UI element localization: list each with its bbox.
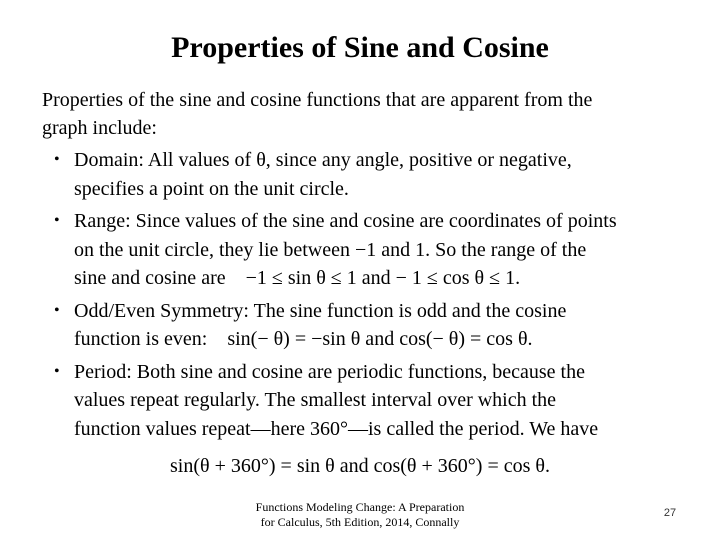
properties-list xyxy=(48,146,688,447)
footer-citation xyxy=(220,500,500,530)
intro-paragraph xyxy=(42,86,682,142)
period-equation: sin(θ + 360°) = sin θ and cos(θ + 360°) = cos θ. xyxy=(170,455,550,477)
intro-line-1: Properties of the sine and cosine functions that are apparent from the xyxy=(42,89,593,111)
domain-line-2: specifies a point on the unit circle. xyxy=(74,177,349,200)
range-inequality: −1 ≤ sin θ ≤ 1 and − 1 ≤ cos θ ≤ 1. xyxy=(245,267,521,289)
intro-line-2: graph include: xyxy=(42,117,157,139)
footer-line-1: Functions Modeling Change: A Preparation xyxy=(255,500,465,514)
range-line-3-text: sine and cosine are xyxy=(74,267,226,289)
range-line-1: Range: Since values of the sine and cosine are coordinates of points xyxy=(74,210,617,232)
domain-line-1: Domain: All values of θ, since any angle, positive or negative, xyxy=(74,149,572,171)
range-line-2: on the unit circle, they lie between −1 and 1. So the range of the xyxy=(74,238,587,261)
symmetry-equation: sin(− θ) = −sin θ and cos(− θ) = cos θ. xyxy=(227,328,533,350)
bullet-icon: • xyxy=(54,301,60,319)
symmetry-line-2 xyxy=(74,325,688,354)
symmetry-line-2-text: function is even: xyxy=(74,328,208,350)
list-item-range xyxy=(48,207,688,293)
period-line-1: Period: Both sine and cosine are periodic functions, because the xyxy=(74,360,585,383)
footer-line-2: for Calculus, 5th Edition, 2014, Connally xyxy=(260,515,460,529)
bullet-icon: • xyxy=(54,151,60,168)
period-line-2: values repeat regularly. The smallest interval over which the xyxy=(74,389,557,411)
slide-title: Properties of Sine and Cosine xyxy=(171,31,549,64)
symmetry-line-1: Odd/Even Symmetry: The sine function is odd and the cosine xyxy=(74,299,567,322)
period-line-3: function values repeat—here 360°—is called the period. We have xyxy=(74,417,599,440)
list-item-domain xyxy=(48,146,688,203)
bullet-icon: • xyxy=(54,212,60,229)
range-line-3 xyxy=(74,264,688,293)
bullet-icon: • xyxy=(54,362,60,380)
list-item-period xyxy=(48,358,688,444)
slide-number: 27 xyxy=(663,507,677,519)
list-item-symmetry xyxy=(48,297,688,354)
